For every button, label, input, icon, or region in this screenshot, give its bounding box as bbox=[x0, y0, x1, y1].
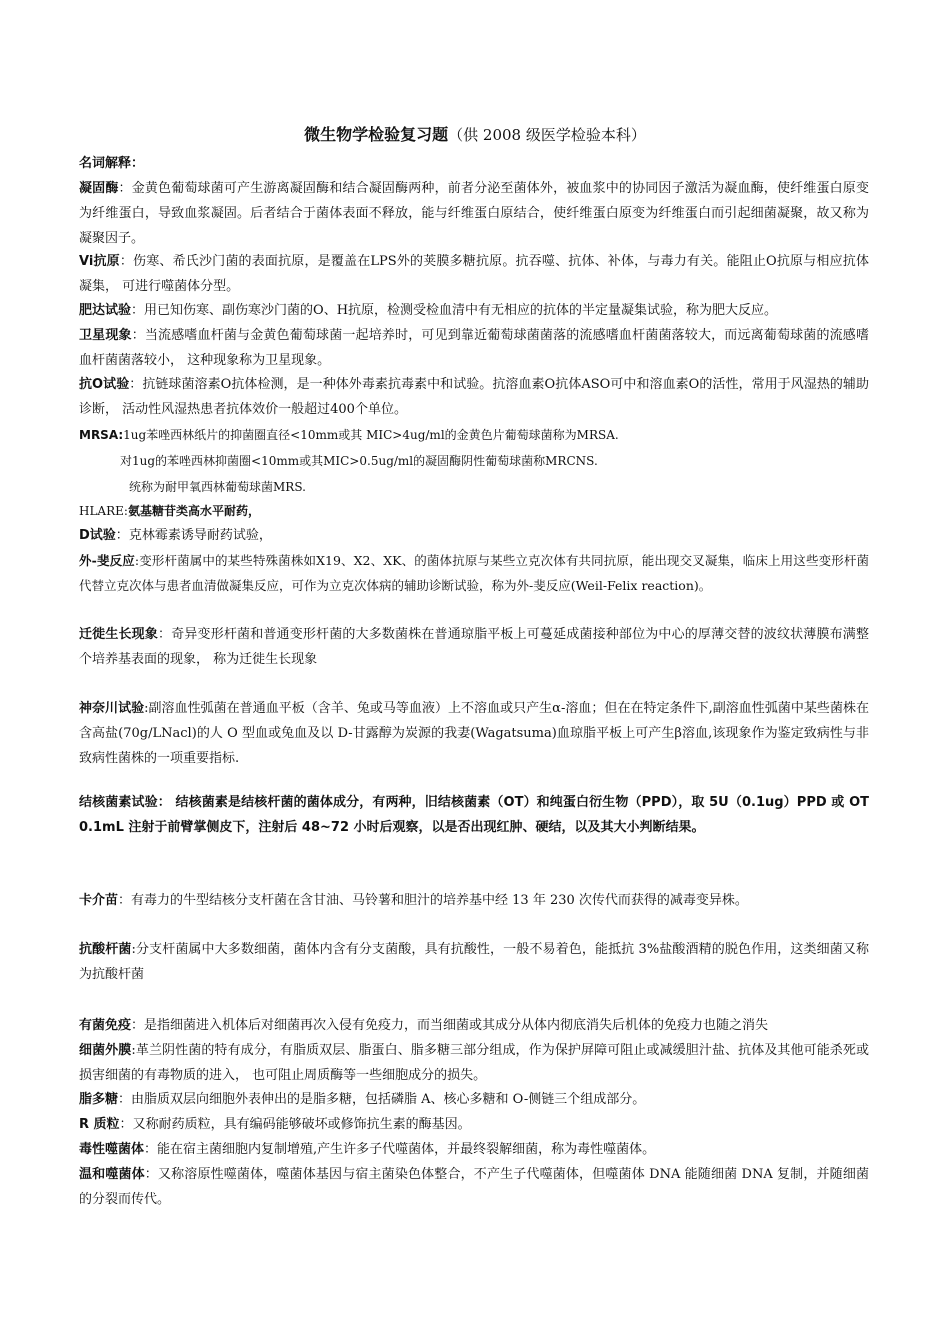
entry-vi-antigen: Vi抗原：伤寒、希氏沙门菌的表面抗原，是覆盖在LPS外的荚膜多糖抗原。抗吞噬、抗体、补体，与毒力有关。能阻止O抗原与相应抗体凝集， 可进行噬菌体分型。 bbox=[79, 254, 869, 294]
entry-term: 卡介苗 bbox=[79, 893, 119, 908]
entry-d-test: D试验：克林霉素诱导耐药试验， bbox=[79, 528, 272, 543]
entry-term: 抗O试验 bbox=[79, 377, 130, 392]
entry-r-plasmid: R 质粒：又称耐药质粒，具有编码能够破坏或修饰抗生素的酶基因。 bbox=[79, 1117, 471, 1132]
entry-weil-felix: 外-斐反应:变形杆菌属中的某些特殊菌株如X19、X2、XK、的菌体抗原与某些立克次体有共同抗原，能出现交叉凝集，临床上用这些变形杆菌代替立克次体与患者血清做凝集反应，可作为立克次体病的辅助诊断试验，称为外-斐反应(Weil-Felix reaction)。 bbox=[79, 553, 869, 593]
section-heading: 名词解释： bbox=[79, 156, 145, 171]
entry-text: 结核菌素是结核杆菌的菌体成分，有两种，旧结核菌素（OT）和纯蛋白衍生物（PPD），取 5U（0.1ug）PPD 或 OT 0.1mL 注射于前臂掌侧皮下，注射后 48~72 小时后观察，以是否出现红肿、硬结，以及其大小判断结果。 bbox=[79, 795, 869, 835]
entry-term: 细菌外膜 bbox=[79, 1043, 132, 1058]
entry-infection-immunity: 有菌免疫：是指细菌进入机体后对细菌再次入侵有免疫力，而当细菌或其成分从体内彻底消失后机体的免疫力也随之消失 bbox=[79, 1018, 769, 1033]
entry-text: 伤寒、希氏沙门菌的表面抗原，是覆盖在LPS外的荚膜多糖抗原。抗吞噬、抗体、补体，与毒力有关。能阻止O抗原与相应抗体凝集， 可进行噬菌体分型。 bbox=[79, 254, 869, 294]
entry-tuberculin-test: 结核菌素试验： 结核菌素是结核杆菌的菌体成分，有两种，旧结核菌素（OT）和纯蛋白衍生物（PPD），取 5U（0.1ug）PPD 或 OT 0.1mL 注射于前臂掌侧皮下，注射后 48~72 小时后观察，以是否出现红肿、硬结，以及其大小判断结果。 bbox=[79, 795, 869, 835]
entry-term: 结核菌素试验 bbox=[79, 795, 158, 810]
entry-term: 外-斐反应 bbox=[79, 553, 135, 568]
entry-hlare: HLARE:氨基糖苷类高水平耐药， bbox=[79, 504, 260, 518]
entry-mrsa bbox=[79, 423, 869, 448]
entry-term: 有菌免疫 bbox=[79, 1018, 132, 1033]
entry-text: 氨基糖苷类高水平耐药， bbox=[127, 504, 260, 518]
title-subtitle: （供 2008 级医学检验本科） bbox=[448, 126, 646, 144]
entry-term: 神奈川试验 bbox=[79, 701, 145, 716]
entry-term: 毒性噬菌体 bbox=[79, 1142, 145, 1157]
entry-term: R 质粒 bbox=[79, 1117, 120, 1132]
entry-coagulase: 凝固酶：金黄色葡萄球菌可产生游离凝固酶和结合凝固酶两种，前者分泌至菌体外，被血浆中的协同因子激活为凝血酶，使纤维蛋白原变为纤维蛋白，导致血浆凝固。后者结合于菌体表面不释放，能与纤维蛋白原结合，使纤维蛋白原变为纤维蛋白而引起细菌凝聚，故又称为凝聚因子。 bbox=[79, 181, 869, 246]
entry-temperate-phage: 温和噬菌体：又称溶原性噬菌体，噬菌体基因与宿主菌染色体整合，不产生子代噬菌体，但噬菌体 DNA 能随细菌 DNA 复制，并随细菌的分裂而传代。 bbox=[79, 1167, 869, 1207]
entry-term: 凝固酶 bbox=[79, 181, 119, 196]
entry-mrs bbox=[129, 475, 829, 500]
entry-text: 对1ug的苯唑西林抑菌圈<10mm或其MIC>0.5ug/ml的凝固酶阴性葡萄球菌称MRCNS. bbox=[120, 454, 598, 468]
entry-text: 用已知伤寒、副伤寒沙门菌的O、H抗原，检测受检血清中有无相应的抗体的半定量凝集试验，称为肥大反应。 bbox=[144, 303, 778, 318]
entry-text: 有毒力的牛型结核分支杆菌在含甘油、马铃薯和胆汁的培养基中经 13 年 230 次传代而获得的减毒变异株。 bbox=[131, 893, 748, 908]
entry-term: D试验 bbox=[79, 528, 116, 543]
entry-text: 是指细菌进入机体后对细菌再次入侵有免疫力，而当细菌或其成分从体内彻底消失后机体的免疫力也随之消失 bbox=[144, 1018, 769, 1033]
entry-term: MRSA: bbox=[79, 428, 124, 442]
entry-term: 温和噬菌体 bbox=[79, 1167, 145, 1182]
entry-text: 统称为耐甲氧西林葡萄球菌MRS. bbox=[129, 480, 306, 494]
entry-aso-test: 抗O试验：抗链球菌溶素O抗体检测，是一种体外毒素抗毒素中和试验。抗溶血素O抗体ASO可中和溶血素O的活性，常用于风湿热的辅助诊断， 活动性风湿热患者抗体效价一般超过400个单位。 bbox=[79, 377, 869, 417]
entry-mrcns bbox=[120, 449, 820, 474]
entry-text: 变形杆菌属中的某些特殊菌株如X19、X2、XK、的菌体抗原与某些立克次体有共同抗原，能出现交叉凝集，临床上用这些变形杆菌代替立克次体与患者血清做凝集反应，可作为立克次体病的辅助诊断试验，称为外-斐反应(Weil-Felix reaction)。 bbox=[79, 553, 869, 593]
entry-widal-test: 肥达试验：用已知伤寒、副伤寒沙门菌的O、H抗原，检测受检血清中有无相应的抗体的半定量凝集试验，称为肥大反应。 bbox=[79, 303, 778, 318]
entry-text: 抗链球菌溶素O抗体检测，是一种体外毒素抗毒素中和试验。抗溶血素O抗体ASO可中和溶血素O的活性，常用于风湿热的辅助诊断， 活动性风湿热患者抗体效价一般超过400个单位。 bbox=[79, 377, 869, 417]
entry-text: 副溶血性弧菌在普通血平板（含羊、兔或马等血液）上不溶血或只产生α-溶血；但在在特定条件下,副溶血性弧菌中某些菌株在含高盐(70g/LNacl)的人 O 型血或兔血及以 D-甘露醇为炭源的我妻(Wagatsuma)血琼脂平板上可产生β溶血,该现象作为鉴定致病性与非致病性菌株的一项重要指标. bbox=[79, 701, 869, 766]
entry-text: 能在宿主菌细胞内复制增殖,产生许多子代噬菌体，并最终裂解细菌，称为毒性噬菌体。 bbox=[157, 1142, 656, 1157]
entry-term: 肥达试验 bbox=[79, 303, 132, 318]
entry-term: 迁徙生长现象 bbox=[79, 627, 159, 642]
entry-outer-membrane: 细菌外膜:革兰阴性菌的特有成分，有脂质双层、脂蛋白、脂多糖三部分组成，作为保护屏障可阻止或减缓胆汁盐、抗体及其他可能杀死或损害细菌的有毒物质的进入， 也可阻止周质酶等一些细胞成分的损失。 bbox=[79, 1043, 869, 1083]
entry-lps: 脂多糖：由脂质双层向细胞外表伸出的是脂多糖，包括磷脂 A、核心多糖和 O-侧链三个组成部分。 bbox=[79, 1092, 646, 1107]
entry-text: 由脂质双层向细胞外表伸出的是脂多糖，包括磷脂 A、核心多糖和 O-侧链三个组成部分。 bbox=[131, 1092, 646, 1107]
entry-term: 抗酸杆菌 bbox=[79, 942, 132, 957]
entry-acid-fast-bacilli: 抗酸杆菌:分支杆菌属中大多数细菌，菌体内含有分支菌酸，具有抗酸性，一般不易着色，能抵抗 3%盐酸酒精的脱色作用，这类细菌又称为抗酸杆菌 bbox=[79, 942, 869, 982]
entry-bcg: 卡介苗：有毒力的牛型结核分支杆菌在含甘油、马铃薯和胆汁的培养基中经 13 年 230 次传代而获得的减毒变异株。 bbox=[79, 893, 748, 908]
entry-text: 当流感嗜血杆菌与金黄色葡萄球菌一起培养时，可见到靠近葡萄球菌菌落的流感嗜血杆菌菌落较大，而远离葡萄球菌的流感嗜血杆菌菌落较小， 这种现象称为卫星现象。 bbox=[79, 328, 869, 368]
entry-text: 1ug苯唑西林纸片的抑菌圈直径<10mm或其 MIC>4ug/ml的金黄色片葡萄球菌称为MRSA. bbox=[123, 428, 619, 442]
entry-text: 革兰阴性菌的特有成分，有脂质双层、脂蛋白、脂多糖三部分组成，作为保护屏障可阻止或减缓胆汁盐、抗体及其他可能杀死或损害细菌的有毒物质的进入， 也可阻止周质酶等一些细胞成分的损失。 bbox=[79, 1043, 869, 1083]
entry-text: 又称耐药质粒，具有编码能够破坏或修饰抗生素的酶基因。 bbox=[132, 1117, 471, 1132]
entry-text: 金黄色葡萄球菌可产生游离凝固酶和结合凝固酶两种，前者分泌至菌体外，被血浆中的协同因子激活为凝血酶，使纤维蛋白原变为纤维蛋白，导致血浆凝固。后者结合于菌体表面不释放，能与纤维蛋白原结合，使纤维蛋白原变为纤维蛋白而引起细菌凝聚，故又称为凝聚因子。 bbox=[79, 181, 869, 246]
title-main: 微生物学检验复习题 bbox=[304, 125, 449, 144]
document-title bbox=[0, 124, 950, 146]
entry-satellite-phenomenon: 卫星现象：当流感嗜血杆菌与金黄色葡萄球菌一起培养时，可见到靠近葡萄球菌菌落的流感嗜血杆菌菌落较大，而远离葡萄球菌的流感嗜血杆菌菌落较小， 这种现象称为卫星现象。 bbox=[79, 328, 869, 368]
entry-text: 奇异变形杆菌和普通变形杆菌的大多数菌株在普通琼脂平板上可蔓延成菌接种部位为中心的厚薄交替的波纹状薄膜布满整个培养基表面的现象， 称为迁徙生长现象 bbox=[79, 627, 869, 667]
entry-term: HLARE bbox=[79, 504, 124, 518]
entry-text: 分支杆菌属中大多数细菌，菌体内含有分支菌酸，具有抗酸性，一般不易着色，能抵抗 3%盐酸酒精的脱色作用，这类细菌又称为抗酸杆菌 bbox=[79, 942, 869, 982]
entry-virulent-phage: 毒性噬菌体：能在宿主菌细胞内复制增殖,产生许多子代噬菌体，并最终裂解细菌，称为毒性噬菌体。 bbox=[79, 1142, 656, 1157]
entry-text: 又称溶原性噬菌体，噬菌体基因与宿主菌染色体整合，不产生子代噬菌体，但噬菌体 DNA 能随细菌 DNA 复制，并随细菌的分裂而传代。 bbox=[79, 1167, 869, 1207]
entry-term: 脂多糖 bbox=[79, 1092, 119, 1107]
entry-kanagawa-test: 神奈川试验:副溶血性弧菌在普通血平板（含羊、兔或马等血液）上不溶血或只产生α-溶血；但在在特定条件下,副溶血性弧菌中某些菌株在含高盐(70g/LNacl)的人 O 型血或兔血及以 D-甘露醇为炭源的我妻(Wagatsuma)血琼脂平板上可产生β溶血,该现象作为鉴定致病性与非致病性菌株的一项重要指标. bbox=[79, 701, 869, 766]
entry-swarming-growth: 迁徙生长现象：奇异变形杆菌和普通变形杆菌的大多数菌株在普通琼脂平板上可蔓延成菌接种部位为中心的厚薄交替的波纹状薄膜布满整个培养基表面的现象， 称为迁徙生长现象 bbox=[79, 627, 869, 667]
entry-term: Vi抗原 bbox=[79, 254, 120, 269]
entry-term: 卫星现象 bbox=[79, 328, 132, 343]
entry-text: 克林霉素诱导耐药试验， bbox=[128, 528, 272, 543]
